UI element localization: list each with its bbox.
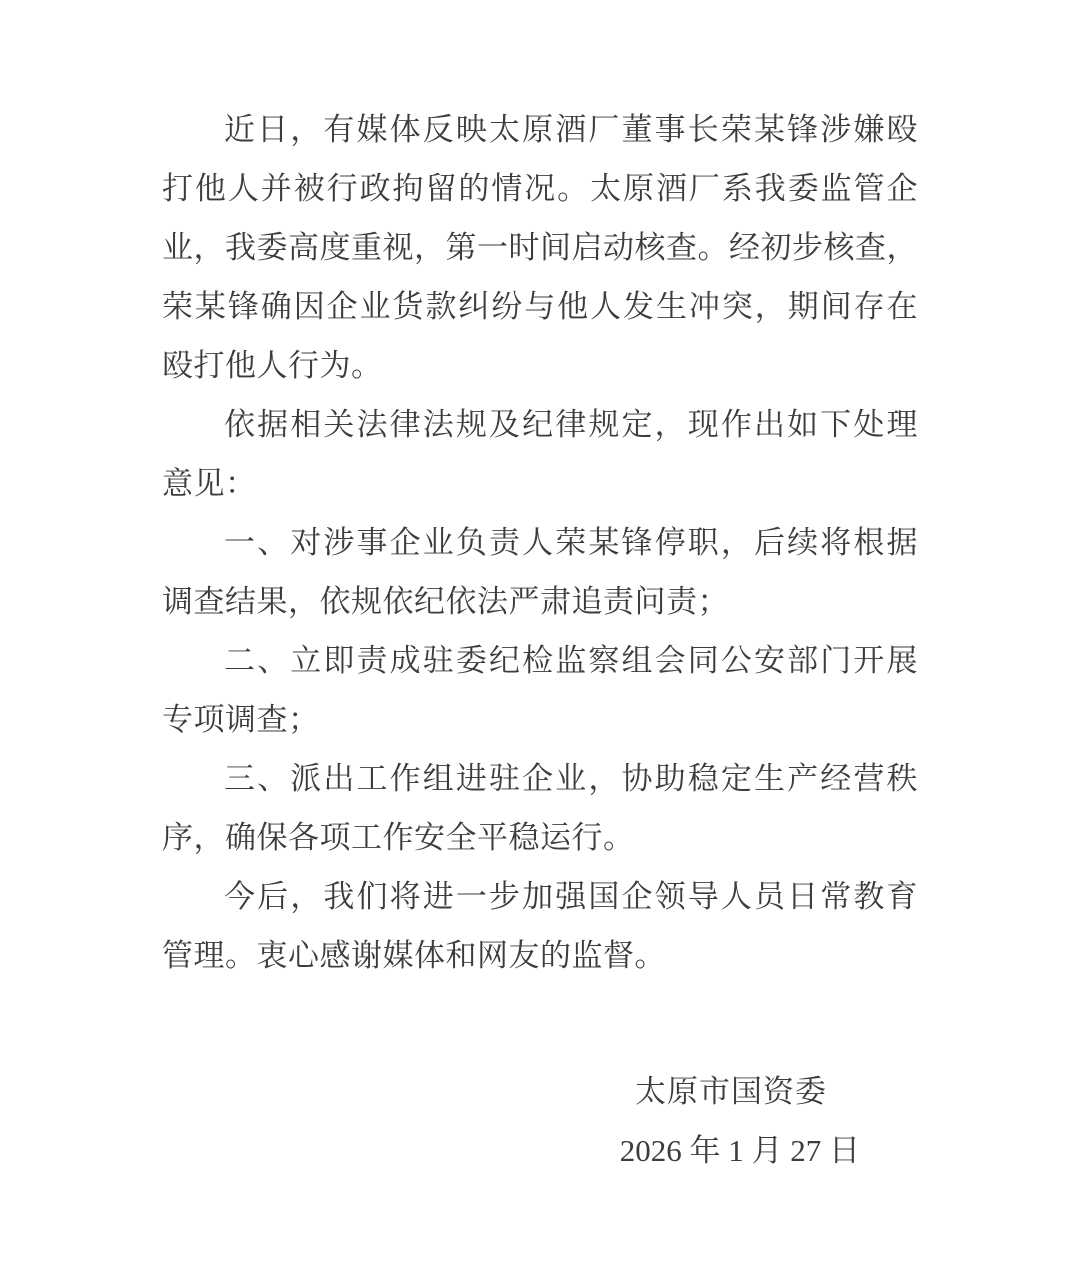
text-line: 调查结果，依规依纪依法严肃追责问责； (162, 584, 729, 619)
closing-block (162, 1062, 918, 1180)
text-line: 管理。衷心感谢媒体和网友的监督。 (162, 938, 666, 973)
signature: 太原市国资委 (635, 1074, 827, 1109)
text-line: 今后，我们将进一步加强国企领导人员日常教育 (224, 879, 918, 914)
text-line: 二、立即责成驻委纪检监察组会同公安部门开展 (224, 643, 918, 678)
document-body (162, 100, 918, 1180)
text-line: 一、对涉事企业负责人荣某锋停职，后续将根据 (224, 525, 918, 560)
paragraph-item-3 (162, 749, 918, 867)
text-line: 意见： (162, 466, 257, 501)
text-line: 序，确保各项工作安全平稳运行。 (162, 820, 635, 855)
paragraph-item-2 (162, 631, 918, 749)
paragraph-6 (162, 867, 918, 985)
text-line: 打他人并被行政拘留的情况。太原酒厂系我委监管企 (162, 171, 918, 206)
text-line: 殴打他人行为。 (162, 348, 383, 383)
paragraph-item-1 (162, 513, 918, 631)
paragraph-2 (162, 395, 918, 513)
text-line: 依据相关法律法规及纪律规定，现作出如下处理 (224, 407, 918, 442)
text-line: 专项调查； (162, 702, 320, 737)
text-line: 三、派出工作组进驻企业，协助稳定生产经营秩 (224, 761, 918, 796)
text-line: 荣某锋确因企业货款纠纷与他人发生冲突，期间存在 (162, 289, 918, 324)
paragraph-1 (162, 100, 918, 395)
date: 2026 年 1 月 27 日 (619, 1133, 860, 1168)
text-line: 业，我委高度重视，第一时间启动核查。经初步核查， (162, 230, 918, 265)
text-line: 近日，有媒体反映太原酒厂董事长荣某锋涉嫌殴 (224, 112, 918, 147)
